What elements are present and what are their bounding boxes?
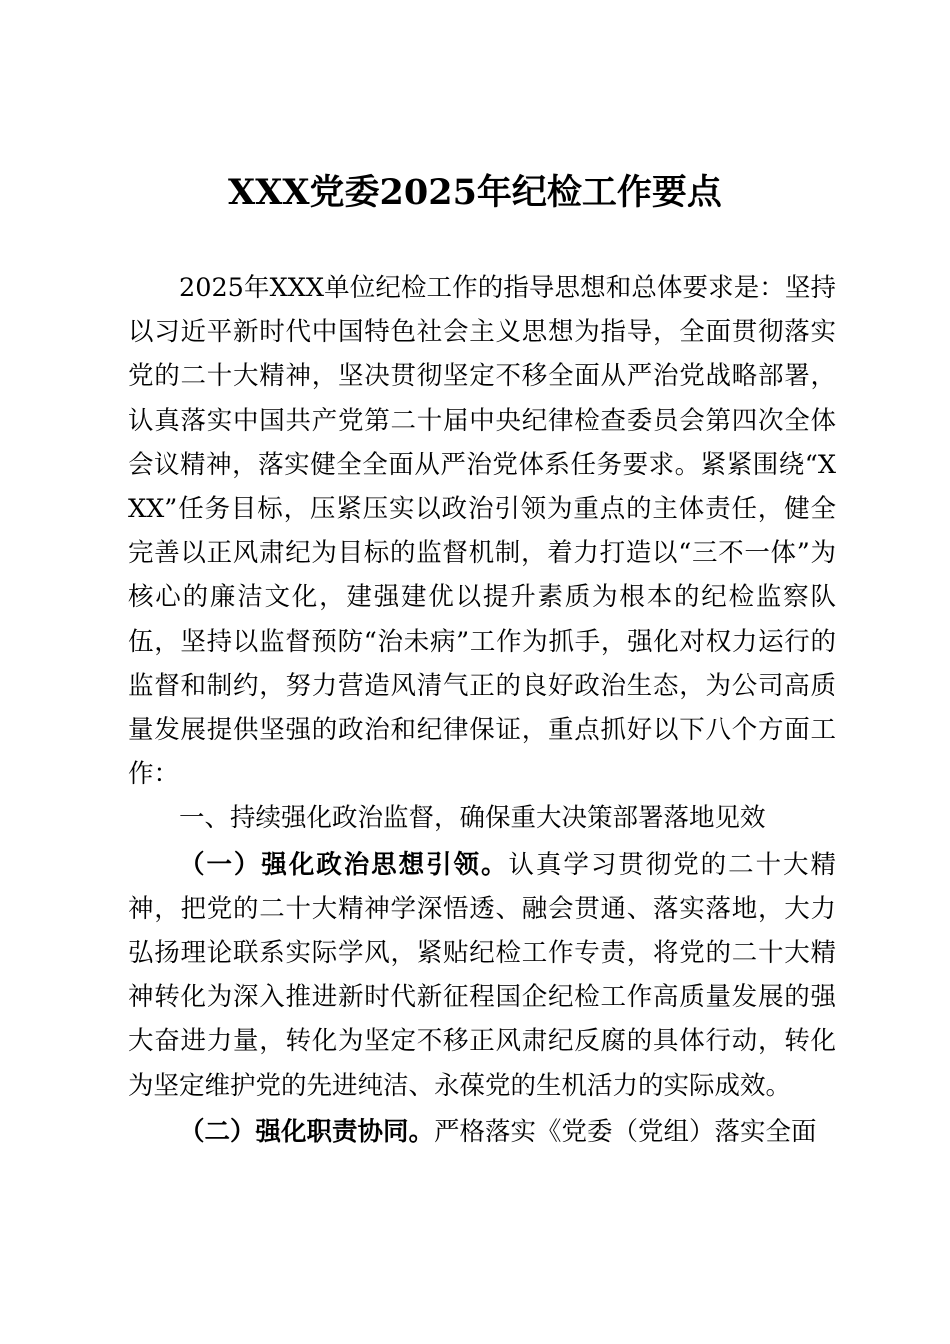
section-heading-1: 一、持续强化政治监督，确保重大决策部署落地见效 bbox=[179, 803, 766, 834]
item-text-2: 严格落实《党委（党组）落实全面 bbox=[434, 1116, 817, 1147]
intro-paragraph: 2025年XXX单位纪检工作的指导思想和总体要求是：坚持以习近平新时代中国特色社会主义思想为指导，全面贯彻落实党的二十大精神，坚决贯彻坚定不移全面从严治党战略部署，认真落实中国共产党第二十届中央纪律检查委员会第四次全体会议精神，落实健全全面从严治党体系任务要求。紧紧围绕“XXX”任务目标，压紧压实以政治引领为重点的主体责任，健全完善以正风肃纪为目标的监督机制，着力打造以“三不一体”为核心的廉洁文化，建强建优以提升素质为根本的纪检监察队伍，坚持以监督预防“治未病”工作为抓手，强化对权力运行的监督和制约，努力营造风清气正的良好政治生态，为公司高质量发展提供坚强的政治和纪律保证，重点抓好以下八个方面工作： bbox=[128, 273, 836, 790]
document-body bbox=[128, 266, 836, 1154]
item-label-1: （一）强化政治思想引领。 bbox=[179, 849, 509, 880]
item-label-2: （二）强化职责协同。 bbox=[179, 1116, 435, 1147]
document-title: XXX党委2025年纪检工作要点 bbox=[228, 172, 722, 213]
item-text-1: 认真学习贯彻党的二十大精神，把党的二十大精神学深悟透、融会贯通、落实落地，大力弘扬理论联系实际学风，紧贴纪检工作专责，将党的二十大精神转化为深入推进新时代新征程国企纪检工作高质量发展的强大奋进力量，转化为坚定不移正风肃纪反腐的具体行动，转化为坚定维护党的先进纯洁、永葆党的生机活力的实际成效。 bbox=[128, 849, 836, 1101]
item-paragraph-2 bbox=[128, 1110, 836, 1154]
item-paragraph-1 bbox=[128, 843, 836, 1108]
